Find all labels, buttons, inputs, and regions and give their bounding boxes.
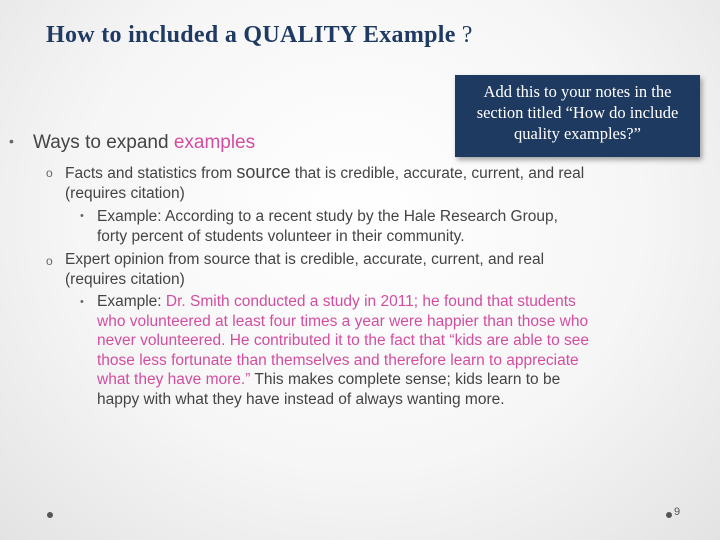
sub-bullet-facts <box>65 163 605 203</box>
note-callout-text: Add this to your notes in the section titled “How do include quality examples?” <box>476 82 679 143</box>
example2-prefix: Example: <box>97 293 166 310</box>
sub1-source-word: source <box>236 162 291 182</box>
footer-dot-left <box>47 512 53 518</box>
slide-title <box>46 22 686 49</box>
sub1-text-b: that is credible, accurate, current, and real (requires citation) <box>65 165 585 202</box>
example2-tail: This makes complete sense; kids learn to be happy with what they have instead of always wanting more. <box>97 371 561 408</box>
sub1-text-a: Facts and statistics from <box>65 165 237 182</box>
sub-bullet-marker-1: o <box>46 166 53 180</box>
bullet-ways-to-expand <box>9 132 255 154</box>
example2-highlight: Dr. Smith conducted a study in 2011; he found that students who volunteered at least four times a year were happier than those who never volunteered. He contributed it to the fact that “kids are able to see those less fortunate than themselves and therefore learn to appreciate what they have more.” <box>97 293 589 388</box>
footer-dot-right <box>666 512 672 518</box>
sub-bullet-marker-2: o <box>46 254 53 268</box>
page-number: 9 <box>674 506 681 518</box>
example-bullet-1: • <box>80 210 84 222</box>
example-dr-smith <box>97 292 589 409</box>
title-main: How to included a QUALITY Example <box>46 22 456 48</box>
example-hale-research: Example: According to a recent study by the Hale Research Group, forty percent of students volunteer in their community. <box>97 208 558 245</box>
bullet-dot: • <box>9 133 14 149</box>
title-question-mark: ? <box>461 22 473 48</box>
bullet1-highlight: examples <box>173 132 256 153</box>
sub-bullet-expert-opinion: Expert opinion from source that is credible, accurate, current, and real (requires citation) <box>65 251 545 288</box>
note-callout-box <box>455 75 700 157</box>
example-bullet-2: • <box>80 296 84 308</box>
bullet1-text: Ways to expand <box>33 132 174 153</box>
